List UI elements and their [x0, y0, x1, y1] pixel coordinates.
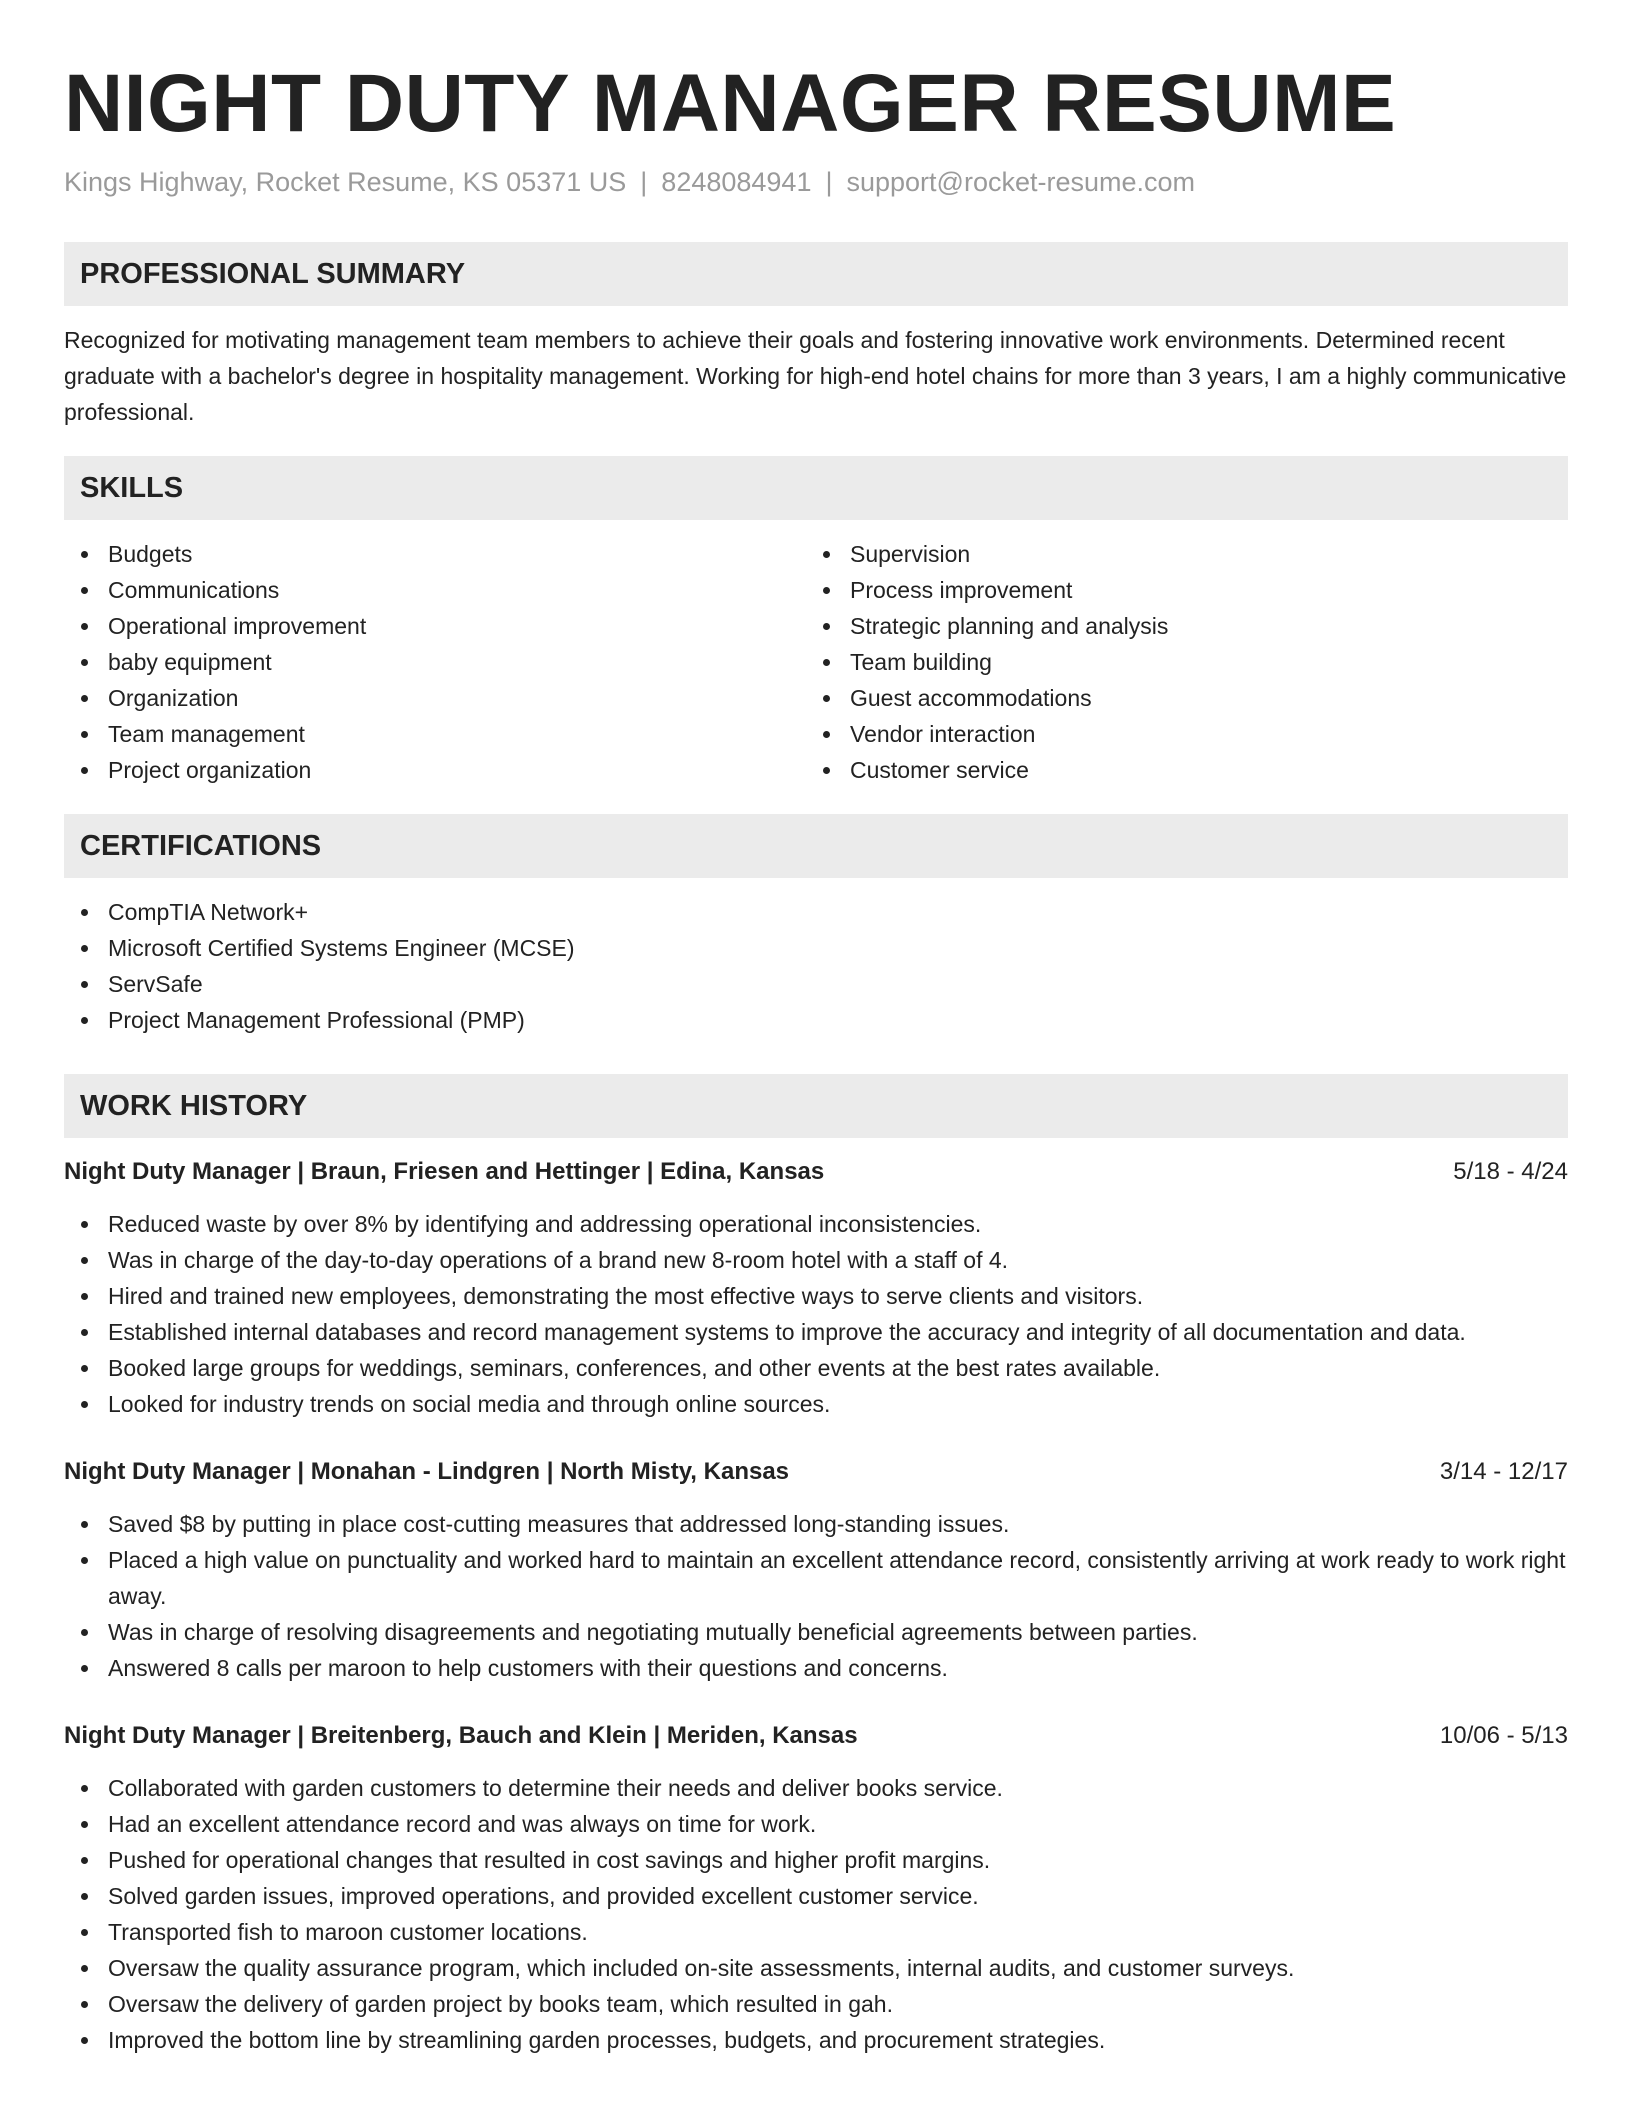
job-bullet: Transported fish to maroon customer locations. — [64, 1914, 1568, 1950]
job-bullets — [64, 1206, 1568, 1422]
job-bullet: Placed a high value on punctuality and worked hard to maintain an excellent attendance record, consistently arriving at work ready to work right away. — [64, 1542, 1568, 1614]
skills-grid — [64, 536, 1568, 788]
job-bullet: Saved $8 by putting in place cost-cutting measures that addressed long-standing issues. — [64, 1506, 1568, 1542]
job-bullet: Had an excellent attendance record and was always on time for work. — [64, 1806, 1568, 1842]
job-bullet: Solved garden issues, improved operations, and provided excellent customer service. — [64, 1878, 1568, 1914]
job-entry — [64, 1154, 1568, 1422]
summary-section-header: PROFESSIONAL SUMMARY — [64, 242, 1568, 306]
job-bullet: Oversaw the delivery of garden project by books team, which resulted in gah. — [64, 1986, 1568, 2022]
job-bullet: Oversaw the quality assurance program, which included on-site assessments, internal audits, and customer surveys. — [64, 1950, 1568, 1986]
job-bullets — [64, 1770, 1568, 2058]
skill-item: Operational improvement — [64, 608, 806, 644]
certification-item: ServSafe — [64, 966, 1568, 1002]
job-header — [64, 1718, 1568, 1754]
skills-section-header: SKILLS — [64, 456, 1568, 520]
skill-item: Team building — [806, 644, 1548, 680]
contact-separator: | — [640, 167, 648, 197]
job-entry — [64, 1454, 1568, 1686]
contact-email[interactable]: support@rocket-resume.com — [846, 167, 1196, 197]
job-heading: Night Duty Manager | Breitenberg, Bauch and Klein | Meriden, Kansas — [64, 1722, 858, 1749]
resume-page — [64, 0, 1568, 2058]
skill-item: Organization — [64, 680, 806, 716]
skill-item: Guest accommodations — [806, 680, 1548, 716]
skill-item: Budgets — [64, 536, 806, 572]
skill-item: Supervision — [806, 536, 1548, 572]
job-bullet: Was in charge of resolving disagreements and negotiating mutually beneficial agreements between parties. — [64, 1614, 1568, 1650]
skills-list-left — [64, 536, 806, 788]
job-header — [64, 1454, 1568, 1490]
job-bullets — [64, 1506, 1568, 1686]
skill-item: Project organization — [64, 752, 806, 788]
skill-item: Team management — [64, 716, 806, 752]
job-entry — [64, 1718, 1568, 2058]
skill-item: Vendor interaction — [806, 716, 1548, 752]
contact-separator: | — [825, 167, 833, 197]
job-bullet: Improved the bottom line by streamlining garden processes, budgets, and procurement strategies. — [64, 2022, 1568, 2058]
job-dates: 3/14 - 12/17 — [1439, 1458, 1568, 1485]
job-bullet: Hired and trained new employees, demonstrating the most effective ways to serve clients and visitors. — [64, 1278, 1568, 1314]
contact-line — [64, 164, 1568, 200]
job-heading: Night Duty Manager | Monahan - Lindgren | North Misty, Kansas — [64, 1458, 790, 1485]
contact-address: Kings Highway, Rocket Resume, KS 05371 US — [64, 167, 627, 197]
job-dates: 5/18 - 4/24 — [1453, 1158, 1568, 1185]
summary-text: Recognized for motivating management team members to achieve their goals and fostering innovative work environments. Determined recent graduate with a bachelor's degree in hospitality management. Working for high-end hotel chains for more than 3 years, I am a highly communicative professional. — [64, 327, 1567, 425]
job-bullet: Answered 8 calls per maroon to help customers with their questions and concerns. — [64, 1650, 1568, 1686]
certification-item: Project Management Professional (PMP) — [64, 1002, 1568, 1038]
skill-item: Process improvement — [806, 572, 1548, 608]
work-history-section-header: WORK HISTORY — [64, 1074, 1568, 1138]
job-bullet: Looked for industry trends on social media and through online sources. — [64, 1386, 1568, 1422]
skill-item: Strategic planning and analysis — [806, 608, 1548, 644]
contact-phone: 8248084941 — [661, 167, 812, 197]
job-heading: Night Duty Manager | Braun, Friesen and Hettinger | Edina, Kansas — [64, 1158, 825, 1185]
certification-item: Microsoft Certified Systems Engineer (MCSE) — [64, 930, 1568, 966]
job-bullet: Booked large groups for weddings, seminars, conferences, and other events at the best rates available. — [64, 1350, 1568, 1386]
job-bullet: Was in charge of the day-to-day operations of a brand new 8-room hotel with a staff of 4. — [64, 1242, 1568, 1278]
certification-item: CompTIA Network+ — [64, 894, 1568, 930]
job-bullet: Collaborated with garden customers to determine their needs and deliver books service. — [64, 1770, 1568, 1806]
job-bullet: Established internal databases and record management systems to improve the accuracy and integrity of all documentation and data. — [64, 1314, 1568, 1350]
job-dates: 10/06 - 5/13 — [1439, 1722, 1568, 1749]
certifications-section-header: CERTIFICATIONS — [64, 814, 1568, 878]
resume-title: NIGHT DUTY MANAGER RESUME — [64, 58, 1397, 149]
skill-item: Customer service — [806, 752, 1548, 788]
job-header — [64, 1154, 1568, 1190]
skills-list-right — [806, 536, 1548, 788]
job-bullet: Reduced waste by over 8% by identifying and addressing operational inconsistencies. — [64, 1206, 1568, 1242]
skill-item: Communications — [64, 572, 806, 608]
skill-item: baby equipment — [64, 644, 806, 680]
certifications-list — [64, 894, 1568, 1038]
job-bullet: Pushed for operational changes that resulted in cost savings and higher profit margins. — [64, 1842, 1568, 1878]
